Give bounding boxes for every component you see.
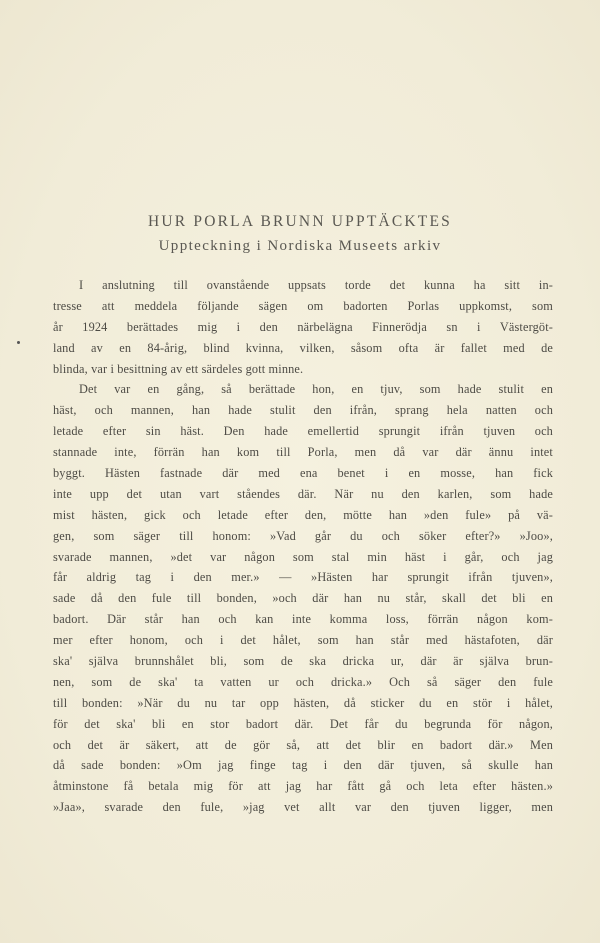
- text-line: letade efter sin häst. Den hade emellertid sprungit ifrån tjuven och: [53, 424, 553, 439]
- text-line: till bonden: »När du nu tar opp hästen, då sticker du en stör i hålet,: [53, 695, 553, 710]
- text-line: mist hästen, gick och letade efter den, mötte han »den fule» på vä-: [53, 507, 553, 522]
- body-text: [53, 275, 553, 818]
- text-line: svarade mannen, »det var någon som stal min häst i går, och jag: [53, 549, 553, 564]
- text-line: då sade bonden: »Om jag finge tag i den där tjuven, så skulle han: [53, 758, 553, 773]
- text-line: får aldrig tag i den mer.» — »Hästen har sprungit ifrån tjuven»,: [53, 570, 553, 585]
- text-line: och det är säkert, att de gör så, att det blir en badort där.» Men: [53, 737, 553, 752]
- text-line: ska' själva brunnshålet bli, som de ska dricka ur, där är själva brun-: [53, 654, 553, 669]
- text-line: stannade inte, förrän han kom till Porla, men då var där ännu intet: [53, 445, 553, 460]
- text-line: blinda, var i besittning av ett särdeles gott minne.: [53, 361, 304, 376]
- text-line: sade då den fule till bonden, »och där han nu står, skall det bli en: [53, 591, 553, 606]
- text-line: gen, som säger till honom: »Vad går du och söker efter?» »Joo»,: [53, 528, 553, 543]
- text-line: »Jaa», svarade den fule, »jag vet allt var den tjuven ligger, men: [53, 800, 553, 815]
- text-line: byggt. Hästen fastnade där med ena benet i en mosse, han fick: [53, 466, 553, 481]
- text-line: mer efter honom, och i det hålet, som han står med hästafoten, där: [53, 633, 553, 648]
- page-subtitle: Uppteckning i Nordiska Museets arkiv: [158, 238, 442, 254]
- text-line: år 1924 berättades mig i den närbelägna Finnerödja sn i Västergöt-: [53, 319, 553, 334]
- text-line: I anslutning till ovanstående uppsats torde det kunna ha sitt in-: [79, 278, 553, 292]
- text-line: land av en 84-årig, blind kvinna, vilken, såsom ofta är fallet med de: [53, 340, 553, 355]
- page-title: HUR PORLA BRUNN UPPTÄCKTES: [148, 213, 452, 230]
- text-line: för det ska' bli en stor badort där. Det får du begrunda för någon,: [53, 716, 553, 731]
- text-line: åtminstone få betala mig för att jag har fått gå och leta efter hästen.»: [53, 779, 553, 794]
- text-line: badort. Där står han och kan inte komma loss, förrän någon kom-: [53, 612, 553, 627]
- text-line: tresse att meddela följande sägen om badorten Porlas uppkomst, som: [53, 298, 553, 313]
- text-line: inte upp det utan vart ståendes där. När nu den karlen, som hade: [53, 486, 553, 501]
- text-line: nen, som de ska' ta vatten ur och dricka.» Och så säger den fule: [53, 674, 553, 689]
- text-line: Det var en gång, så berättade hon, en tjuv, som hade stulit en: [79, 382, 553, 397]
- text-line: häst, och mannen, han hade stulit den ifrån, sprang hela natten och: [53, 403, 553, 418]
- margin-mark: [17, 341, 20, 344]
